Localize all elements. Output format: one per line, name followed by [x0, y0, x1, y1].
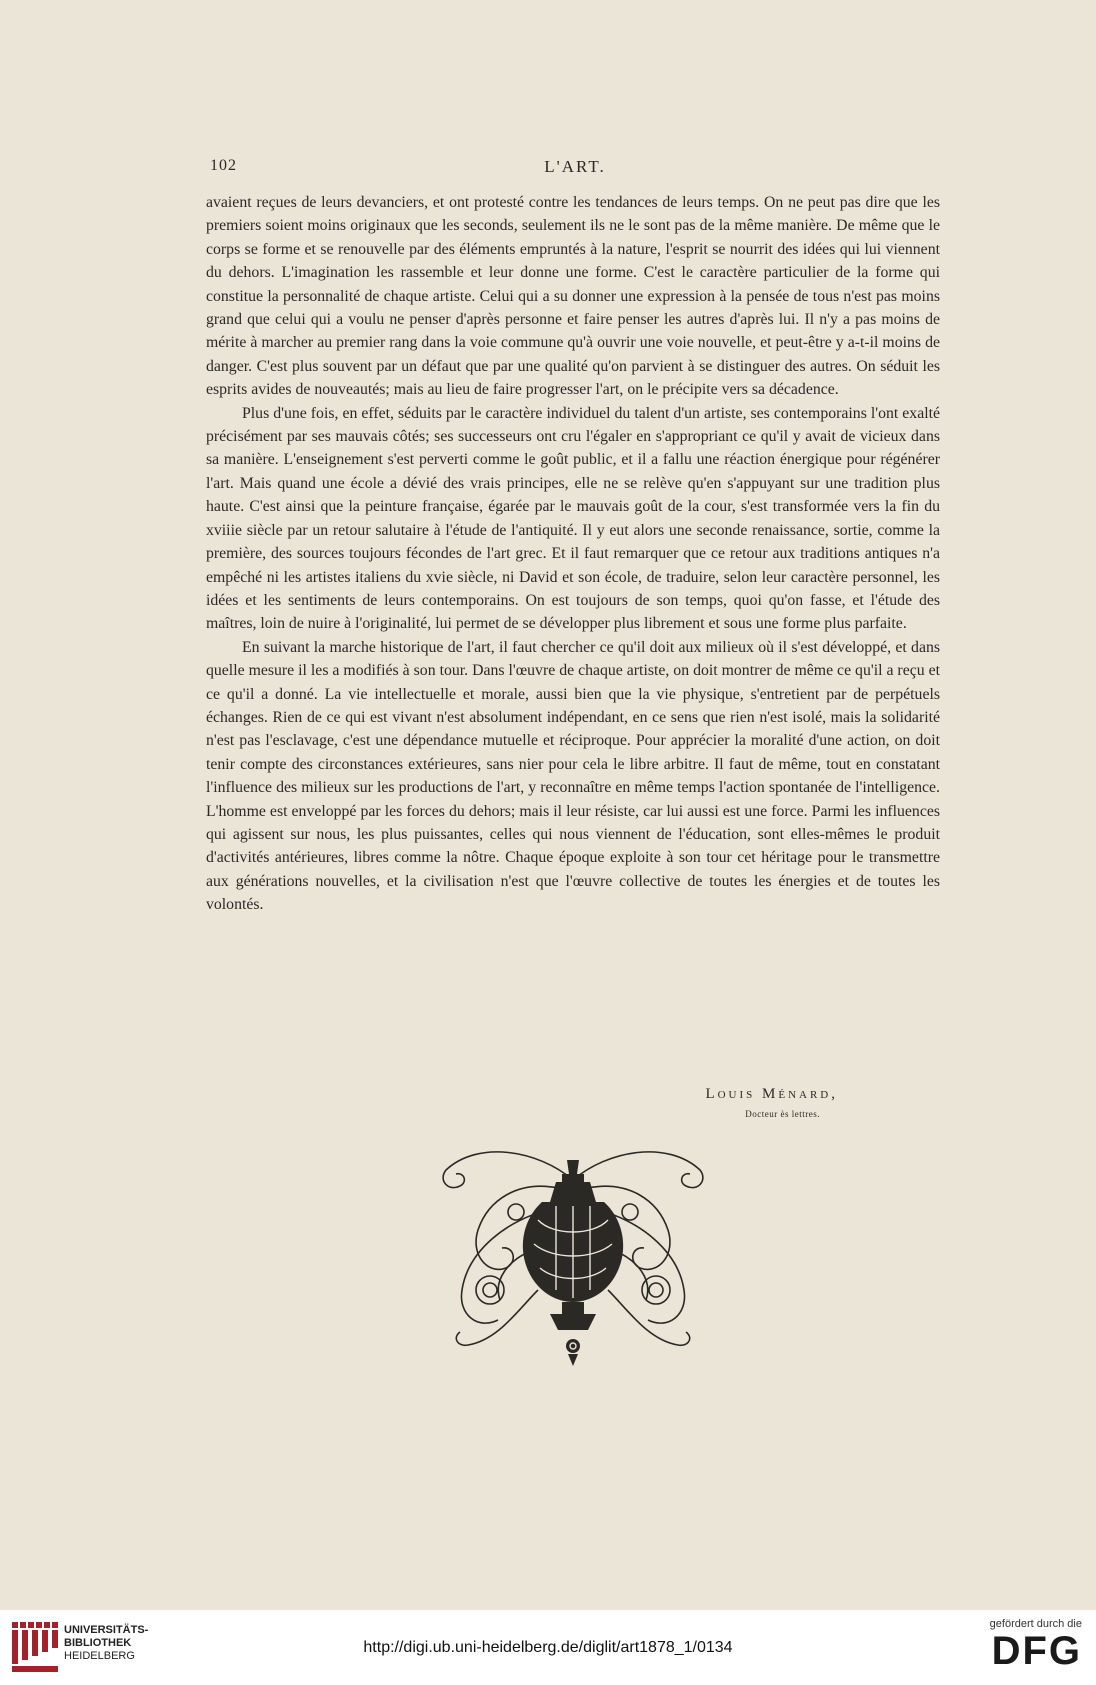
funder-credit [962, 1618, 1082, 1672]
page-number: 102 [210, 157, 237, 174]
permalink-url[interactable]: http://digi.ub.uni-heidelberg.de/diglit/art1878_1/0134 [363, 1639, 733, 1656]
author-name: Louis Ménard, [705, 1086, 838, 1102]
author-credential: Docteur ès lettres. [745, 1109, 820, 1119]
library-name: UNIVERSITÄTS- BIBLIOTHEK HEIDELBERG [64, 1624, 149, 1662]
journal-title: L'ART. [544, 157, 606, 176]
paragraph: En suivant la marche historique de l'art, il faut chercher ce qu'il doit aux milieux où il s'est développé, et dans quelle mesure il les a modifiés à son tour. Dans l'œuvre de chaque artiste, on doit montrer de même ce qu'il a reçu et ce qu'il a donné. La vie intellectuelle et morale, aussi bien que la vie physique, s'entretient par de perpétuels échanges. Rien de ce qui est vivant n'est absolument indépendant, en ce sens que rien n'est isolé, mais la solidarité n'est pas l'esclavage, c'est une dépendance mutuelle et réciproque. Pour apprécier la moralité d'une action, on doit tenir compte des circonstances extérieures, sans nier pour cela le libre arbitre. Il faut de même, tout en constatant l'influence des milieux sur les productions de l'art, y reconnaître en même temps l'action spontanée de l'intelligence. L'homme est enveloppé par les forces du dehors; mais il leur résiste, car lui aussi est une force. Parmi les influences qui agissent sur nous, les plus puissantes, celles qui nous viennent de l'éducation, sont elles-mêmes le produit d'activités antérieures, libres comme la nôtre. Chaque époque exploite à son tour cet héritage pour le transmettre aux générations nouvelles, et la civilisation n'est que l'œuvre collective de toutes les énergies et de toutes les volontés. [206, 638, 940, 914]
paragraph-continued: avaient reçues de leurs devanciers, et ont protesté contre les tendances de leurs temps. On ne peut pas dire que les premiers soient moins originaux que les seconds, seulement ils ne le sont pas de la même manière. De même que le corps se forme et se renouvelle par des éléments empruntés à la nature, l'esprit se nourrit des idées qui lui viennent du dehors. L'imagination les rassemble et leur donne une forme. C'est le caractère particulier de la forme qui constitue la personnalité de chaque artiste. Celui qui a su donner une expression à la pensée de tous n'est pas moins grand que celui qui a voulu ne penser d'après personne et faire penser les autres d'après lui. Il n'y a pas moins de mérite à marcher au premier rang dans la voie commune qu'à ouvrir une voie nouvelle, et peut-être y a-t-il moins de danger. C'est plus souvent par un défaut que par une qualité qu'on parvient à se distinguer des autres. On séduit les esprits avides de nouveautés; mais au lieu de faire progresser l'art, on le précipite vers sa décadence. [206, 194, 940, 399]
article-body [206, 191, 940, 917]
paragraph: Plus d'une fois, en effet, séduits par le caractère individuel du talent d'un artiste, ses contemporains l'ont exalté précisément par ses mauvais côtés; ses successeurs ont cru l'égaler en s'appropriant ce qu'il y avait de vicieux dans sa manière. L'enseignement s'est perverti comme le goût public, et il a fallu une réaction énergique pour régénérer l'art. Mais quand une école a dévié des vrais principes, elle ne se relève qu'en s'appuyant sur une tradition plus haute. C'est ainsi que la peinture française, égarée par le mauvais goût de la cour, s'est transformée vers la fin du xviiie siècle par un retour salutaire à l'étude de l'antiquité. Il y eut alors une seconde renaissance, sortie, comme la première, des sources toujours fécondes de l'art grec. Et il faut remarquer que ce retour aux traditions antiques n'a empêché ni les artistes italiens du xvie siècle, ni David et son école, de traduire, selon leur caractère personnel, les idées et les sentiments de leurs contemporains. On est toujours de son temps, quoi qu'on fasse, et l'étude des maîtres, loin de nuire à l'originalité, lui permet de se développer plus librement et sous une forme plus parfaite. [206, 404, 940, 633]
signature-block [705, 1086, 838, 1119]
running-head [210, 157, 940, 181]
dfg-logo: DFG [991, 1629, 1082, 1673]
vase-ornament-icon [438, 1140, 708, 1368]
digitization-footer [0, 1610, 1096, 1685]
funding-caption: gefördert durch die [989, 1618, 1082, 1630]
